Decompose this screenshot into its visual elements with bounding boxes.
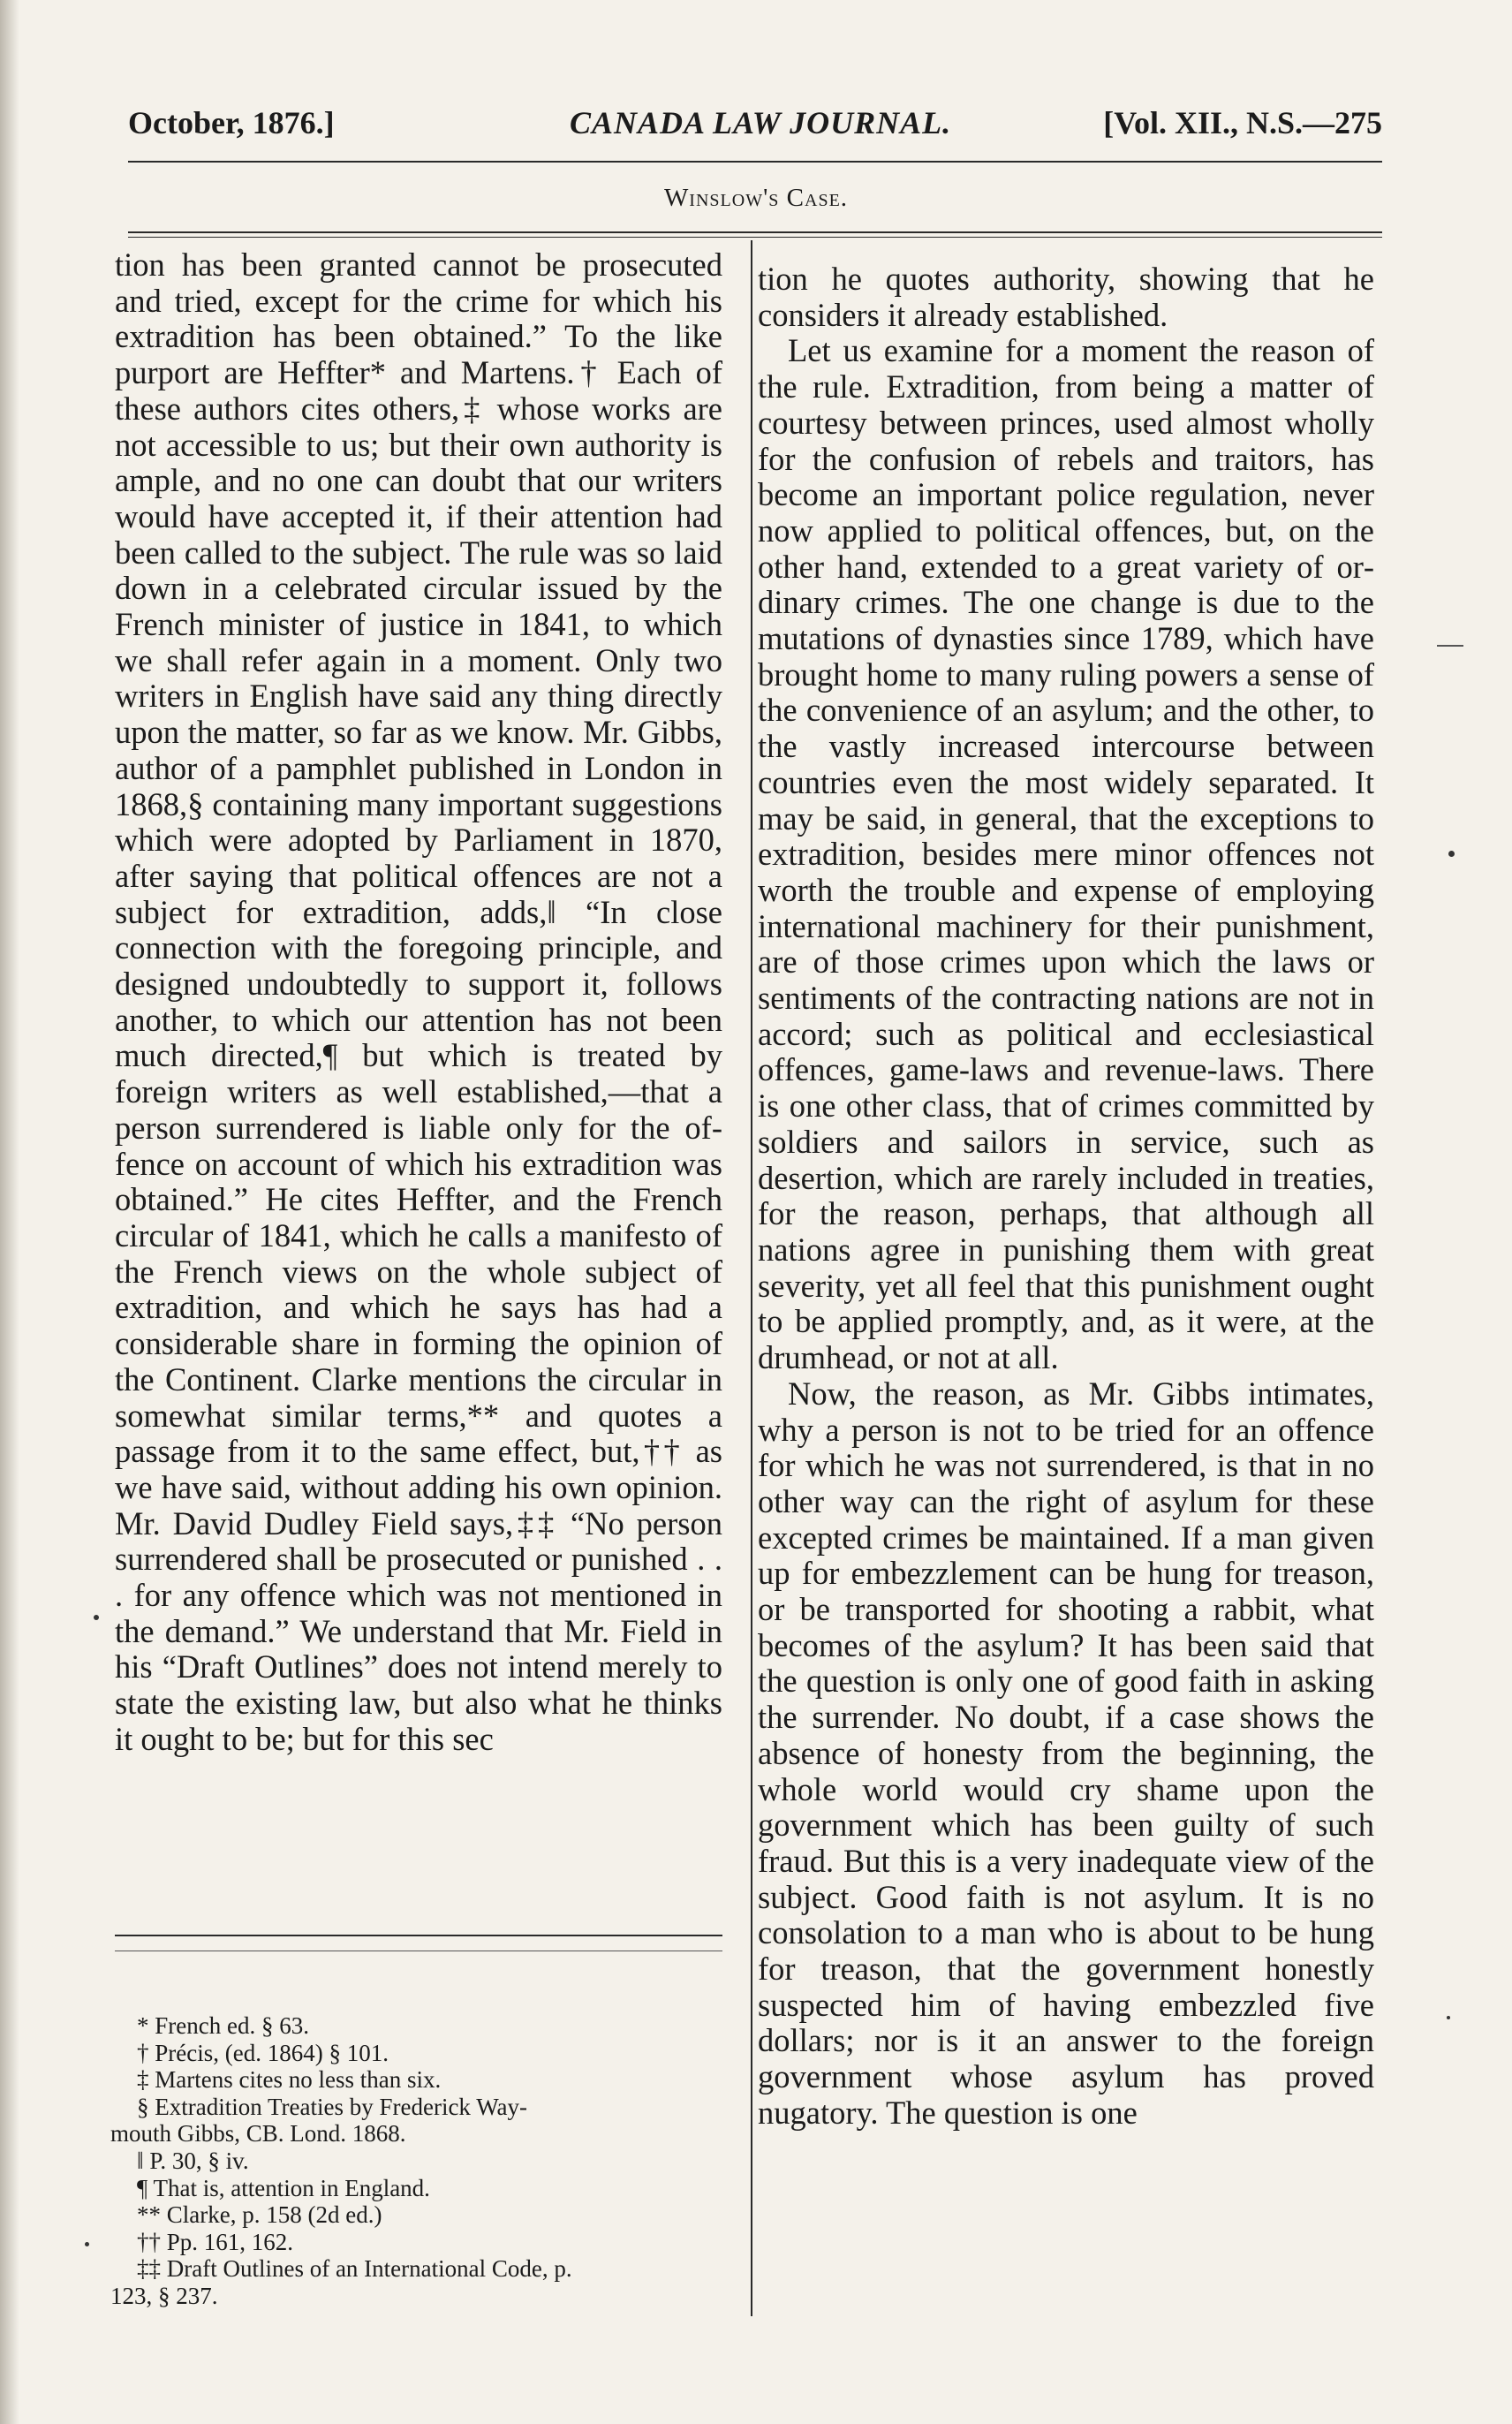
header-date: October, 1876.] [128,105,335,140]
paragraph: Let us examine for a moment the reason of the rule. Extradition, from being a matter of courtesy between princes, used almost wholly for the confusion of rebels and traitors, has become an important police regulation, never now applied to political offences, but, on the other hand, extended to a great variety of ordinary crimes. The one change is due to the mutations of dynasties since 1789, which have brought home to many ruling powers a sense of the convenience of an asylum; and the other, to the vastly increased intercourse between countries even the most widely separated. It may be said, in general, that the exceptions to extradition, besides mere minor offences not worth the trouble and expense of employing international machinery for their punishment, are of those crimes upon which the laws or sentiments of the contracting nations are not in accord; such as political and ecclesiastical offences, game-laws and revenue-laws. There is one other class, that of crimes committed by soldiers and sailors in service, such as desertion, which are rarely included in treaties, for the reason, perhaps, that although all nations agree in punishing them with great severity, yet all feel that this punishment ought to be applied promptly, and, as it were, at the drumhead, or not at all. [758,332,1374,1376]
paragraph: tion he quotes authority, showing that he considers it already established. [758,261,1374,333]
footnote-continuation: mouth Gibbs, CB. Lond. 1868. [110,2120,406,2148]
running-header [128,104,1382,148]
footnote-rule [115,1935,722,1936]
footnote: † Précis, (ed. 1864) § 101. [137,2039,389,2066]
footnote: § Extradition Treaties by Frederick Way- [137,2093,527,2120]
footnote: ¶ That is, attention in England. [137,2174,430,2201]
footnote: ‖ P. 30, § iv. [137,2147,249,2174]
footnote: ‡ Martens cites no less than six. [137,2066,442,2094]
footnote: ‡‡ Draft Outlines of an International Code, p. [137,2255,572,2283]
margin-mark [1437,645,1463,647]
right-column [758,261,1374,2132]
section-rule [128,231,1382,238]
page-edge-shadow [0,0,19,2424]
paragraph: Now, the reason, as Mr. Gibbs intimates, why a person is not to be tried for an offence for which he was not surrendered, is that in no other way can the right of asylum for these excepted crimes be maintained. If a man given up for embezzlement can be hung for treason, or be transported for shooting a rabbit, what becomes of the asylum? It has been said that the question is only one of good faith in asking the surrender. No doubt, if a case shows the absence of honesty from the beginning, the whole world would cry shame upon the government which has been guilty of such fraud. But this is a very inadequate view of the subject. Good faith is not asylum. It is no consolation to a man who is about to be hung for treason, that the government honestly suspected him of having embezzled five dollars; nor is it an answer to the foreign government whose asylum has proved nugatory. The question is one [758,1375,1374,2131]
left-column [115,247,722,1758]
journal-title: CANADA LAW JOURNAL. [570,105,952,140]
footnote-continuation: 123, § 237. [110,2282,218,2309]
ink-speck [1448,851,1455,857]
section-title: Winslow's Case. [663,184,849,212]
footnote: * French ed. § 63. [137,2012,309,2039]
paragraph: tion has been granted cannot be prosecuted and tried, except for the crime for which his extradition has been obtained.” To the like purport are Heffter* and Martens.† Each of these authors cites others,‡ whose works are not accessible to us; but their own authority is ample, and no one can doubt that our writers would have accepted it, if their attention had been called to the subject. The rule was so laid down in a celebrated circular issued by the French minister of justice in 1841, to which we shall refer again in a moment. Only two writers in English have said any thing directly upon the matter, so far as we know. Mr. Gibbs, author of a pamphlet published in London in 1868,§ containing many important suggestions which were adopted by Parliament in 1870, after saying that political offences are not a subject for extradition, adds,‖ “In close connection with the foregoing principle, and designed undoubtedly to support it, follows another, to which our attention has not been much directed,¶ but which is treated by foreign writers as well established,—that a person surrendered is liable only for the offence on account of which his extradition was obtained.” He cites Heffter, and the French circular of 1841, which he calls a manifesto of the French views on the whole subject of extradition, and which he says has had a considerable share in forming the opinion of the Continent. Clarke mentions the circular in somewhat similar terms,** and quotes a passage from it to the same effect, but,†† as we have said, without adding his own opinion. Mr. David Dudley Field says,‡‡ “No person surrendered shall be prosecuted or punished . . . for any offence which was not mentioned in the demand.” We understand that Mr. Field in his “Draft Outlines” does not intend merely to state the existing law, but also what he thinks it ought to be; but for this sec [115,246,722,1757]
volume-page-number: [Vol. XII., N.S.—275 [1103,105,1382,140]
ink-speck [85,2242,89,2246]
footnotes [110,2012,720,2310]
ink-speck [1447,2016,1450,2019]
ink-speck [94,1615,99,1620]
footnote: ** Clarke, p. 158 (2d ed.) [137,2201,382,2229]
header-rule [128,161,1382,163]
footnote: †† Pp. 161, 162. [137,2228,294,2255]
column-divider [751,240,752,2316]
